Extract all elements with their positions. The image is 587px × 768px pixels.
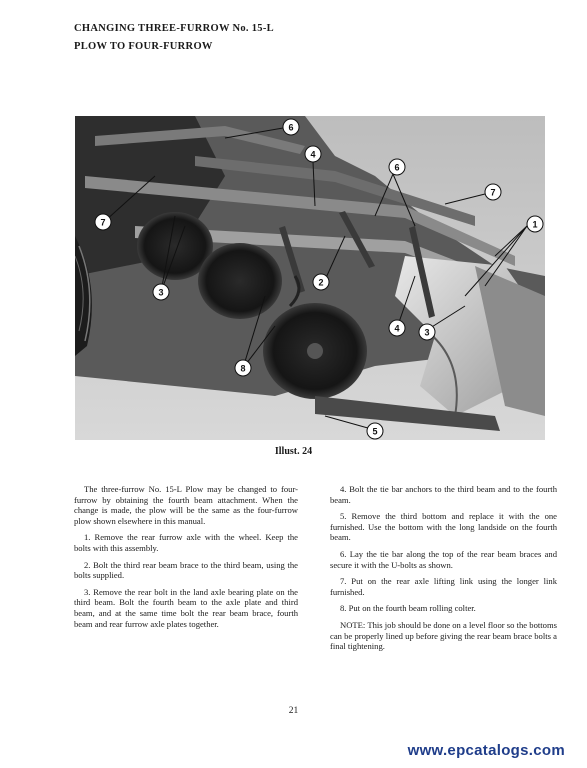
callout-6-top bbox=[283, 119, 299, 135]
note-paragraph: NOTE: This job should be done on a level floor so the bottoms can be properly lined up before giving the rear beam brace bolts a final tightening. bbox=[330, 619, 557, 652]
illustration-caption: Illust. 24 bbox=[274, 446, 313, 457]
svg-text:3: 3 bbox=[424, 327, 430, 338]
step-2: 2. Bolt the third rear beam brace to the third beam, using the bolts supplied. bbox=[74, 559, 298, 581]
title-line-2: PLOW TO FOUR-FURROW bbox=[74, 41, 213, 52]
callout-4-bottom bbox=[389, 320, 405, 336]
intro-paragraph: The three-furrow No. 15-L Plow may be changed to four-furrow by obtaining the fourth beam attachment. When the change is made, the plow will be the same as the four-furrow plow shown elsewhere in this manual. bbox=[74, 484, 298, 526]
left-text-column bbox=[74, 484, 298, 635]
step-5: 5. Remove the third bottom and replace it with the one furnished. Use the bottom with the long landside on the fourth beam. bbox=[330, 511, 557, 543]
svg-text:4: 4 bbox=[310, 149, 316, 160]
callout-4-top bbox=[305, 146, 321, 162]
callout-6-mid bbox=[389, 159, 405, 175]
svg-text:6: 6 bbox=[288, 122, 294, 133]
svg-text:1: 1 bbox=[532, 219, 538, 230]
callout-1 bbox=[527, 216, 543, 232]
callout-7-left bbox=[95, 214, 111, 230]
svg-text:2: 2 bbox=[318, 277, 324, 288]
step-1: 1. Remove the rear furrow axle with the wheel. Keep the bolts with this assembly. bbox=[74, 532, 298, 553]
step-7: 7. Put on the rear axle lifting link using the longer link furnished. bbox=[330, 576, 557, 597]
plow-photograph bbox=[75, 116, 545, 440]
callout-5 bbox=[367, 423, 383, 439]
page-number: 21 bbox=[288, 706, 299, 716]
callout-3-right bbox=[419, 324, 435, 340]
callout-8 bbox=[235, 360, 251, 376]
svg-text:4: 4 bbox=[394, 323, 400, 334]
step-4: 4. Bolt the tie bar anchors to the third beam and to the fourth beam. bbox=[330, 484, 557, 505]
step-3: 3. Remove the rear bolt in the land axle bearing plate on the third beam. Bolt the fourth beam to the axle plate and third beam, and at the same time bolt the rear beam brace, fourth beam and rear furrow axle plates together. bbox=[74, 586, 298, 629]
callout-7-right bbox=[485, 184, 501, 200]
page-title bbox=[74, 20, 434, 56]
step-8: 8. Put on the fourth beam rolling colter. bbox=[340, 603, 476, 614]
callout-2 bbox=[313, 274, 329, 290]
svg-text:6: 6 bbox=[394, 162, 400, 173]
right-text-column bbox=[330, 484, 557, 658]
svg-text:7: 7 bbox=[100, 217, 106, 228]
svg-text:7: 7 bbox=[490, 187, 496, 198]
svg-text:5: 5 bbox=[372, 426, 378, 437]
title-line-1: CHANGING THREE-FURROW No. 15-L bbox=[74, 23, 274, 34]
step-6: 6. Lay the tie bar along the top of the rear beam braces and secure it with the U-bolts as shown. bbox=[330, 548, 557, 570]
watermark: www.epcatalogs.com bbox=[407, 742, 565, 759]
callout-3-left bbox=[153, 284, 169, 300]
svg-text:8: 8 bbox=[240, 363, 246, 374]
svg-text:3: 3 bbox=[158, 287, 164, 298]
